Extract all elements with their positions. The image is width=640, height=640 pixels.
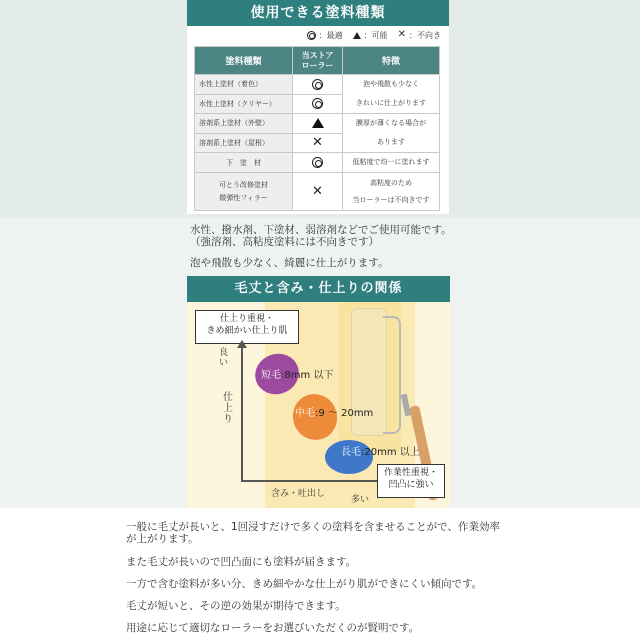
table-header-row [195, 47, 440, 75]
double-circle-icon [312, 98, 323, 109]
legend-unsuitable [398, 30, 441, 41]
box-line: きめ細かい仕上り肌 [206, 326, 288, 336]
explanation-line1: 一般に毛丈が長いと、1回浸すだけで多くの塗料を含ませることがで、作業効率 [126, 521, 500, 533]
explanation-line2: が上がります。 [126, 533, 199, 545]
box-line: 仕上り重視・ [219, 314, 274, 324]
legend-optimal [307, 30, 343, 41]
double-circle-icon [307, 31, 316, 40]
table-row [195, 114, 440, 134]
table-row [195, 75, 440, 95]
long-nap-label [341, 443, 420, 458]
double-circle-icon [312, 157, 323, 168]
y-axis-label: 仕上り [223, 392, 233, 425]
triangle-icon [312, 118, 324, 128]
double-circle-icon [312, 79, 323, 90]
explanation-line4: 一方で含む塗料が多い分、きめ細やかな仕上がり肌ができにくい傾向です。 [126, 578, 483, 590]
row-name-line2: 微弾性フィラー [219, 193, 268, 202]
box-line: 凹凸に強い [388, 480, 434, 490]
row-mark [293, 133, 343, 153]
nap-length-chart [187, 276, 450, 508]
y-axis [241, 346, 243, 482]
header-feature: 特徴 [343, 47, 440, 75]
cross-icon: ✕ [312, 135, 323, 151]
header-roller-line2: ローラー [301, 60, 334, 70]
row-name: 水性上塗材（クリヤー） [195, 94, 293, 114]
x-axis [241, 480, 381, 482]
row-name: 水性上塗材（着色） [195, 75, 293, 95]
legend-unsuitable-text: ：不向き [409, 30, 441, 40]
usage-text-line3: 泡や飛散も少なく、綺麗に仕上がります。 [190, 257, 389, 269]
cross-icon: ✕ [312, 184, 323, 199]
row-feature [343, 75, 440, 114]
row-mark [293, 153, 343, 173]
feature-line: きれいに仕上がります [356, 99, 426, 107]
feature-line: 泡や飛散も少なく [363, 80, 419, 88]
row-feature [343, 114, 440, 153]
explanation-line6: 用途に応じて適切なローラーをお選びいただくのが賢明です。 [126, 622, 420, 634]
box-line: 作業性重視・ [383, 468, 438, 478]
row-name: 溶剤系上塗材（外壁） [195, 114, 293, 134]
explanation-line5: 毛丈が短いと、その逆の効果が期待できます。 [126, 600, 346, 612]
table-row [195, 173, 440, 211]
row-mark [293, 114, 343, 134]
finish-priority-box [195, 310, 299, 344]
y-axis-top-label: 良い [219, 348, 229, 368]
header-roller-line1: 当ストア [301, 50, 334, 60]
long-nap-kanji: 長毛 [341, 447, 361, 458]
legend-optimal-text: ：最適 [318, 30, 343, 40]
paint-type-table [194, 46, 440, 211]
header-roller [293, 47, 343, 75]
row-feature [343, 173, 440, 211]
usage-text-line1: 水性、撥水剤、下塗材、弱溶剤などでご使用可能です。 [190, 224, 452, 236]
long-nap-size: :20mm 以上 [361, 447, 420, 458]
row-name [195, 173, 293, 211]
paint-type-panel [187, 0, 449, 214]
roller-frame [383, 316, 401, 434]
triangle-icon [353, 32, 361, 39]
row-mark [293, 173, 343, 211]
cross-icon: ✕ [397, 29, 406, 40]
explanation-line3: また毛丈が長いので凹凸面にも塗料が届きます。 [126, 556, 357, 568]
header-paint-type: 塗料種類 [195, 47, 293, 75]
medium-nap-kanji: 中毛 [295, 408, 315, 419]
legend-possible [353, 30, 388, 41]
row-name: 溶剤系上塗材（屋根） [195, 133, 293, 153]
legend [187, 27, 449, 43]
feature-line: 当ローラーは不向きです [352, 195, 430, 204]
feature-line: 膜厚が薄くなる場合が [356, 119, 426, 127]
row-feature: 低粘度で均一に塗れます [343, 153, 440, 173]
x-axis-label: 含み・吐出し [271, 489, 326, 499]
short-nap-size: :8mm 以下 [281, 370, 334, 381]
medium-nap-size: :9 ～ 20mm [315, 408, 374, 419]
feature-line: 高粘度のため [370, 178, 412, 187]
workability-priority-box [377, 464, 445, 498]
feature-line: あります [377, 138, 405, 146]
table-row [195, 153, 440, 173]
legend-possible-text: ：可能 [363, 30, 388, 40]
row-name-line1: 可とう改修塗材 [219, 180, 268, 189]
x-axis-end-label: 多い [351, 495, 370, 505]
panel-title: 使用できる塗料種類 [187, 0, 449, 26]
chart-title: 毛丈と含み・仕上りの関係 [187, 276, 450, 302]
row-mark [293, 75, 343, 95]
short-nap-kanji: 短毛 [261, 370, 281, 381]
medium-nap-label [295, 404, 373, 419]
row-mark [293, 94, 343, 114]
short-nap-label [261, 366, 333, 381]
row-name: 下 塗 材 [195, 153, 293, 173]
usage-text-line2: （強溶剤、高粘度塗料には不向きです） [190, 236, 379, 248]
